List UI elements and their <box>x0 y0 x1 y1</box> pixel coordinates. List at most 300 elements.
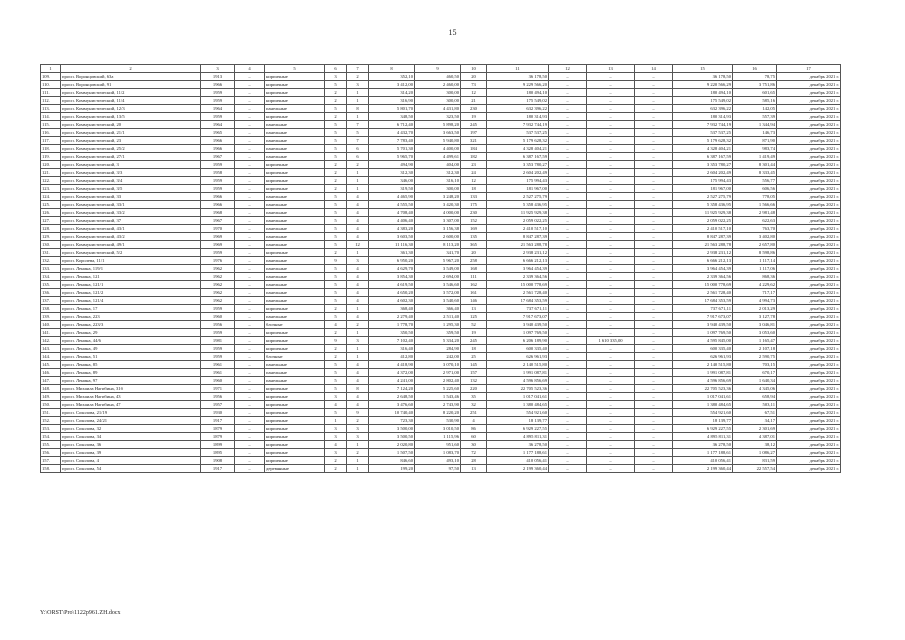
table-cell: 9 220 566,29 <box>673 81 733 89</box>
table-row <box>41 233 841 241</box>
table-cell: 2 802,40 <box>415 377 461 385</box>
table-cell: 2 013,29 <box>733 305 777 313</box>
table-cell: – <box>587 297 635 305</box>
table-cell: 1 344,94 <box>733 121 777 129</box>
table-cell: 4 602,30 <box>369 297 415 305</box>
table-cell: – <box>587 73 635 81</box>
table-row <box>41 465 841 473</box>
table-cell: – <box>235 305 265 313</box>
table-cell: 9 <box>325 337 347 345</box>
table-cell: 157 <box>461 369 487 377</box>
table-cell: 140. <box>41 321 61 329</box>
table-cell: – <box>549 409 587 417</box>
table-cell: – <box>635 289 673 297</box>
table-cell: 410 056,41 <box>673 457 733 465</box>
table-cell: 3 <box>325 449 347 457</box>
table-cell: 5 <box>325 105 347 113</box>
table-cell: 4 229,62 <box>733 281 777 289</box>
table-cell: 12 <box>461 177 487 185</box>
table-cell: 2 604 202,49 <box>673 169 733 177</box>
table-cell: панельные <box>265 241 325 249</box>
table-cell: 4 <box>325 321 347 329</box>
table-cell: декабрь 2021 г. <box>777 81 841 89</box>
table-cell: декабрь 2021 г. <box>777 321 841 329</box>
table-cell: 2 561 728,40 <box>487 289 549 297</box>
table-cell: 4 <box>347 289 369 297</box>
table-cell: – <box>549 241 587 249</box>
table-cell: просп. Коммунистический, 25/2 <box>61 145 201 153</box>
table-cell: 6 666 212,13 <box>487 257 549 265</box>
table-cell: 410 056,41 <box>487 457 549 465</box>
table-cell: 8 220,20 <box>415 409 461 417</box>
table-cell: – <box>549 297 587 305</box>
table-cell: 1962 <box>201 273 235 281</box>
table-cell: 350,50 <box>369 329 415 337</box>
table-cell: 359,50 <box>415 329 461 337</box>
table-cell: – <box>635 113 673 121</box>
table-cell: 737 671,11 <box>487 305 549 313</box>
table-cell: 1 097 769,50 <box>487 329 549 337</box>
table-cell: 156. <box>41 449 61 457</box>
table-cell: декабрь 2021 г. <box>777 361 841 369</box>
table-cell: – <box>635 401 673 409</box>
table-cell: 951,60 <box>415 441 461 449</box>
table-cell: 1 991 087,81 <box>673 369 733 377</box>
table-cell: – <box>635 217 673 225</box>
table-cell: – <box>587 449 635 457</box>
table-cell: 8 <box>347 105 369 113</box>
table-cell: 1 640,34 <box>733 377 777 385</box>
table-cell: кирпичные <box>265 417 325 425</box>
table-cell: 2 140 515,80 <box>673 361 733 369</box>
table-cell: декабрь 2021 г. <box>777 153 841 161</box>
table-cell: кирпичные <box>265 393 325 401</box>
column-number: 17 <box>777 65 841 73</box>
table-cell: панельные <box>265 313 325 321</box>
table-cell: 1966 <box>201 193 235 201</box>
table-cell: – <box>635 409 673 417</box>
table-cell: – <box>549 345 587 353</box>
table-cell: 182 <box>461 153 487 161</box>
table-cell: – <box>635 193 673 201</box>
table-cell: – <box>635 385 673 393</box>
table-cell: – <box>587 417 635 425</box>
table-cell: 4 432,70 <box>369 129 415 137</box>
table-cell: панельные <box>265 297 325 305</box>
table-cell: – <box>587 321 635 329</box>
table-cell: 2 <box>325 177 347 185</box>
table-cell: 2 460,00 <box>415 81 461 89</box>
table-cell: – <box>549 337 587 345</box>
table-cell: 5 334,20 <box>415 337 461 345</box>
table-cell: – <box>587 217 635 225</box>
table-cell: – <box>635 393 673 401</box>
table-cell: декабрь 2021 г. <box>777 145 841 153</box>
table-cell: – <box>635 297 673 305</box>
table-cell: просп. Коммунистический, 37 <box>61 217 201 225</box>
table-cell: 460,50 <box>415 73 461 81</box>
table-cell: 18 139,77 <box>487 417 549 425</box>
table-cell: 141. <box>41 329 61 337</box>
table-cell: 2 <box>325 465 347 473</box>
table-cell: 19 <box>461 329 487 337</box>
table-cell: – <box>587 409 635 417</box>
table-cell: 352,10 <box>369 73 415 81</box>
table-cell: 1957 <box>201 401 235 409</box>
table-cell: 134. <box>41 273 61 281</box>
table-cell: – <box>635 281 673 289</box>
table-cell: 871,90 <box>733 137 777 145</box>
table-cell: 23 <box>461 161 487 169</box>
table-cell: 22 705 523,36 <box>487 385 549 393</box>
table-cell: 6 929 227,55 <box>487 425 549 433</box>
table-cell: 1879 <box>201 425 235 433</box>
table-cell: 1971 <box>201 385 235 393</box>
table-row <box>41 409 841 417</box>
table-cell: 1 <box>347 353 369 361</box>
table-cell: 1956 <box>201 393 235 401</box>
table-cell: – <box>235 265 265 273</box>
table-cell: деревянные <box>265 465 325 473</box>
table-cell: просп. Коммунистический, 27/1 <box>61 153 201 161</box>
table-cell: 2 059 022,25 <box>487 217 549 225</box>
table-cell: декабрь 2021 г. <box>777 129 841 137</box>
table-cell: – <box>235 345 265 353</box>
table-cell: просп. Коммунистический, 13/5 <box>61 113 201 121</box>
table-cell: 1 380 484,65 <box>673 401 733 409</box>
table-cell: 1964 <box>201 105 235 113</box>
table-cell: – <box>235 417 265 425</box>
table-cell: 113. <box>41 105 61 113</box>
table-cell: 4 629,70 <box>369 265 415 273</box>
table-cell: 4 <box>461 417 487 425</box>
table-cell: 1 115,96 <box>415 433 461 441</box>
table-cell: – <box>549 257 587 265</box>
table-cell: 5 358 436,95 <box>487 201 549 209</box>
table-cell: 4 499,61 <box>415 153 461 161</box>
table-cell: – <box>549 361 587 369</box>
table-cell: просп. Коммунистический, 33/1 <box>61 201 201 209</box>
table-cell: кирпичные <box>265 457 325 465</box>
table-cell: кирпичные <box>265 305 325 313</box>
table-cell: 110. <box>41 81 61 89</box>
table-cell: – <box>587 81 635 89</box>
table-cell: – <box>587 441 635 449</box>
table-cell: – <box>235 137 265 145</box>
column-number: 9 <box>415 65 461 73</box>
table-cell: просп. Соколова, 32 <box>61 425 201 433</box>
table-cell: 632 396,22 <box>487 105 549 113</box>
table-cell: 4 372,00 <box>369 369 415 377</box>
table-cell: – <box>635 225 673 233</box>
table-cell: 3 854,30 <box>369 273 415 281</box>
table-cell: 4 418,90 <box>369 361 415 369</box>
table-row <box>41 145 841 153</box>
table-row <box>41 337 841 345</box>
table-cell: 21 <box>461 97 487 105</box>
table-cell: 5 <box>325 265 347 273</box>
table-cell: 36 178,50 <box>673 73 733 81</box>
table-cell: 831,59 <box>733 457 777 465</box>
table-cell: кирпичные <box>265 169 325 177</box>
table-row <box>41 185 841 193</box>
table-cell: – <box>549 313 587 321</box>
table-cell: 135. <box>41 281 61 289</box>
table-cell: 3 <box>325 433 347 441</box>
table-cell: 4 <box>347 313 369 321</box>
table-cell: 15 000 778,69 <box>673 281 733 289</box>
table-cell: 17 684 353,59 <box>673 297 733 305</box>
table-cell: – <box>635 105 673 113</box>
table-cell: 622,63 <box>733 217 777 225</box>
table-cell: просп. Михаила Нагибина, 31б <box>61 385 201 393</box>
table-cell: 36 278,50 <box>673 441 733 449</box>
table-cell: – <box>235 129 265 137</box>
table-cell: просп. Соколова, 54 <box>61 465 201 473</box>
table-cell: – <box>549 441 587 449</box>
table-cell: 3 046,81 <box>733 321 777 329</box>
table-cell: 1969 <box>201 233 235 241</box>
table-cell: 7 917 673,07 <box>673 313 733 321</box>
table-cell: – <box>635 441 673 449</box>
table-cell: 6 387 167,59 <box>487 153 549 161</box>
table-cell: 146,73 <box>733 129 777 137</box>
table-cell: кирпичные <box>265 177 325 185</box>
table-cell: 2 <box>325 161 347 169</box>
table-cell: – <box>635 425 673 433</box>
table-cell: – <box>235 185 265 193</box>
table-cell: 1962 <box>201 297 235 305</box>
table-row <box>41 113 841 121</box>
table-cell: 6 206 189,90 <box>487 337 549 345</box>
table-cell: 1 <box>325 417 347 425</box>
table-cell: 34,17 <box>733 417 777 425</box>
table-cell: 8 847 287,39 <box>487 233 549 241</box>
table-cell: – <box>549 193 587 201</box>
table-cell: 626 961,93 <box>487 353 549 361</box>
table-cell: 4 650,20 <box>369 289 415 297</box>
table-cell: 1 507,50 <box>369 449 415 457</box>
table-cell: 130. <box>41 241 61 249</box>
table-cell: 60 <box>461 433 487 441</box>
table-cell: декабрь 2021 г. <box>777 433 841 441</box>
table-cell: просп. Коммунистический, 20 <box>61 121 201 129</box>
table-cell: просп. Коммунистический, 3/5 <box>61 185 201 193</box>
table-cell: панельные <box>265 105 325 113</box>
table-cell: просп. Коммунистический, 3/3 <box>61 169 201 177</box>
table-cell: – <box>587 225 635 233</box>
table-cell: панельные <box>265 209 325 217</box>
table-cell: 3 <box>347 433 369 441</box>
table-cell: 4 <box>347 401 369 409</box>
table-cell: 184 <box>461 145 487 153</box>
table-cell: – <box>587 137 635 145</box>
table-cell: панельные <box>265 121 325 129</box>
table-cell: 5 801,70 <box>369 105 415 113</box>
table-cell: 1962 <box>201 289 235 297</box>
table-cell: – <box>235 73 265 81</box>
table-cell: 20 <box>461 249 487 257</box>
table-cell: 1913 <box>201 73 235 81</box>
table-cell: – <box>587 113 635 121</box>
table-cell: 1 <box>347 441 369 449</box>
table-cell: 1959 <box>201 113 235 121</box>
table-cell: просп. Ленина, 121/1 <box>61 281 201 289</box>
table-cell: 365 <box>461 241 487 249</box>
table-cell: – <box>549 401 587 409</box>
table-row <box>41 73 841 81</box>
table-cell: 300,00 <box>415 97 461 105</box>
table-cell: 3 010,50 <box>415 425 461 433</box>
table-cell: – <box>549 97 587 105</box>
table-cell: декабрь 2021 г. <box>777 89 841 97</box>
table-row <box>41 457 841 465</box>
table-cell: 155. <box>41 441 61 449</box>
table-cell: – <box>635 321 673 329</box>
column-number: 15 <box>673 65 733 73</box>
table-cell: – <box>587 169 635 177</box>
table-cell: 86 <box>461 425 487 433</box>
table-cell: 2 <box>347 417 369 425</box>
table-cell: декабрь 2021 г. <box>777 425 841 433</box>
table-cell: – <box>235 249 265 257</box>
table-cell: – <box>549 265 587 273</box>
table-cell: – <box>635 257 673 265</box>
table-cell: кирпичные <box>265 73 325 81</box>
table-cell: 151. <box>41 409 61 417</box>
column-number: 14 <box>635 65 673 73</box>
table-cell: 73 <box>461 81 487 89</box>
table-cell: 3 <box>347 337 369 345</box>
table-cell: 5 <box>325 81 347 89</box>
table-row <box>41 81 841 89</box>
table-cell: 5 967,20 <box>415 257 461 265</box>
table-cell: декабрь 2021 г. <box>777 169 841 177</box>
table-cell: – <box>635 417 673 425</box>
table-cell: – <box>635 361 673 369</box>
table-cell: – <box>235 169 265 177</box>
table-cell: 412,80 <box>369 353 415 361</box>
table-cell: 316,90 <box>369 97 415 105</box>
table-cell: декабрь 2021 г. <box>777 377 841 385</box>
table-cell: 1959 <box>201 329 235 337</box>
table-cell: 1959 <box>201 185 235 193</box>
table-cell: просп. Ленина, 49 <box>61 345 201 353</box>
table-cell: 126. <box>41 209 61 217</box>
table-cell: – <box>549 273 587 281</box>
table-cell: 3 248,20 <box>415 193 461 201</box>
table-cell: просп. Ленина, 121/4 <box>61 297 201 305</box>
table-cell: 6 <box>347 153 369 161</box>
table-cell: – <box>635 169 673 177</box>
table-cell: 2 301,69 <box>733 425 777 433</box>
table-cell: – <box>549 201 587 209</box>
table-cell: 5 <box>325 137 347 145</box>
table-cell: 366,40 <box>415 305 461 313</box>
table-cell: 2 <box>325 345 347 353</box>
table-cell: 1960 <box>201 377 235 385</box>
table-cell: 150. <box>41 401 61 409</box>
table-cell: кирпичные <box>265 385 325 393</box>
table-cell: декабрь 2021 г. <box>777 441 841 449</box>
table-cell: декабрь 2021 г. <box>777 457 841 465</box>
table-row <box>41 449 841 457</box>
table-cell: 1 083,70 <box>415 449 461 457</box>
table-cell: панельные <box>265 153 325 161</box>
table-cell: 115. <box>41 121 61 129</box>
table-cell: 1976 <box>201 257 235 265</box>
table-cell: 1879 <box>201 433 235 441</box>
table-cell: 4 595 845,00 <box>673 337 733 345</box>
table-cell: 2 410 517,10 <box>487 225 549 233</box>
table-cell: 5 <box>325 153 347 161</box>
table-cell: 175 549,02 <box>673 97 733 105</box>
table-cell: 1899 <box>201 441 235 449</box>
table-cell: – <box>635 73 673 81</box>
table-cell: 3 964 454,39 <box>673 265 733 273</box>
table-row <box>41 353 841 361</box>
table-cell: 4 387,01 <box>733 433 777 441</box>
table-cell: – <box>235 217 265 225</box>
table-cell: 300,00 <box>415 89 461 97</box>
table-cell: просп. Соколова, 24/21 <box>61 417 201 425</box>
table-cell: 4 <box>347 217 369 225</box>
table-cell: 7 783,40 <box>369 137 415 145</box>
table-cell: 1 <box>347 345 369 353</box>
table-cell: – <box>235 257 265 265</box>
table-cell: – <box>235 241 265 249</box>
table-cell: панельные <box>265 273 325 281</box>
table-cell: 341,70 <box>415 249 461 257</box>
table-cell: 2 657,80 <box>733 241 777 249</box>
table-cell: 778,05 <box>733 193 777 201</box>
table-cell: – <box>549 457 587 465</box>
table-cell: 4 <box>325 441 347 449</box>
table-cell: 7 124,20 <box>369 385 415 393</box>
column-number: 7 <box>347 65 369 73</box>
table-cell: 132 <box>461 377 487 385</box>
table-cell: 149. <box>41 393 61 401</box>
table-cell: – <box>587 257 635 265</box>
table-row <box>41 273 841 281</box>
table-cell: просп. Ленина, 51 <box>61 353 201 361</box>
table-cell: 13 <box>461 465 487 473</box>
table-cell: просп. Ленина, 121/2 <box>61 289 201 297</box>
table-cell: 5 <box>325 313 347 321</box>
table-cell: декабрь 2021 г. <box>777 209 841 217</box>
table-cell: 5 <box>325 289 347 297</box>
table-cell: кирпичные <box>265 81 325 89</box>
table-cell: 117. <box>41 137 61 145</box>
footer-file-path: Y:\ORST\Pro\1122p961.ZH.docx <box>40 610 121 616</box>
table-cell: – <box>235 89 265 97</box>
table-cell: панельные <box>265 137 325 145</box>
table-cell: 125. <box>41 201 61 209</box>
table-cell: 3 476,60 <box>369 401 415 409</box>
table-cell: декабрь 2021 г. <box>777 97 841 105</box>
table-cell: 585,16 <box>733 97 777 105</box>
table-row <box>41 281 841 289</box>
table-cell: 1959 <box>201 305 235 313</box>
table-cell: 11 925 929,38 <box>673 209 733 217</box>
page-number: 15 <box>448 28 457 37</box>
table-cell: – <box>549 81 587 89</box>
table-cell: декабрь 2021 г. <box>777 161 841 169</box>
table-cell: – <box>587 265 635 273</box>
table-cell: кирпичные <box>265 249 325 257</box>
table-cell: – <box>235 465 265 473</box>
table-cell: 4 400,00 <box>415 145 461 153</box>
